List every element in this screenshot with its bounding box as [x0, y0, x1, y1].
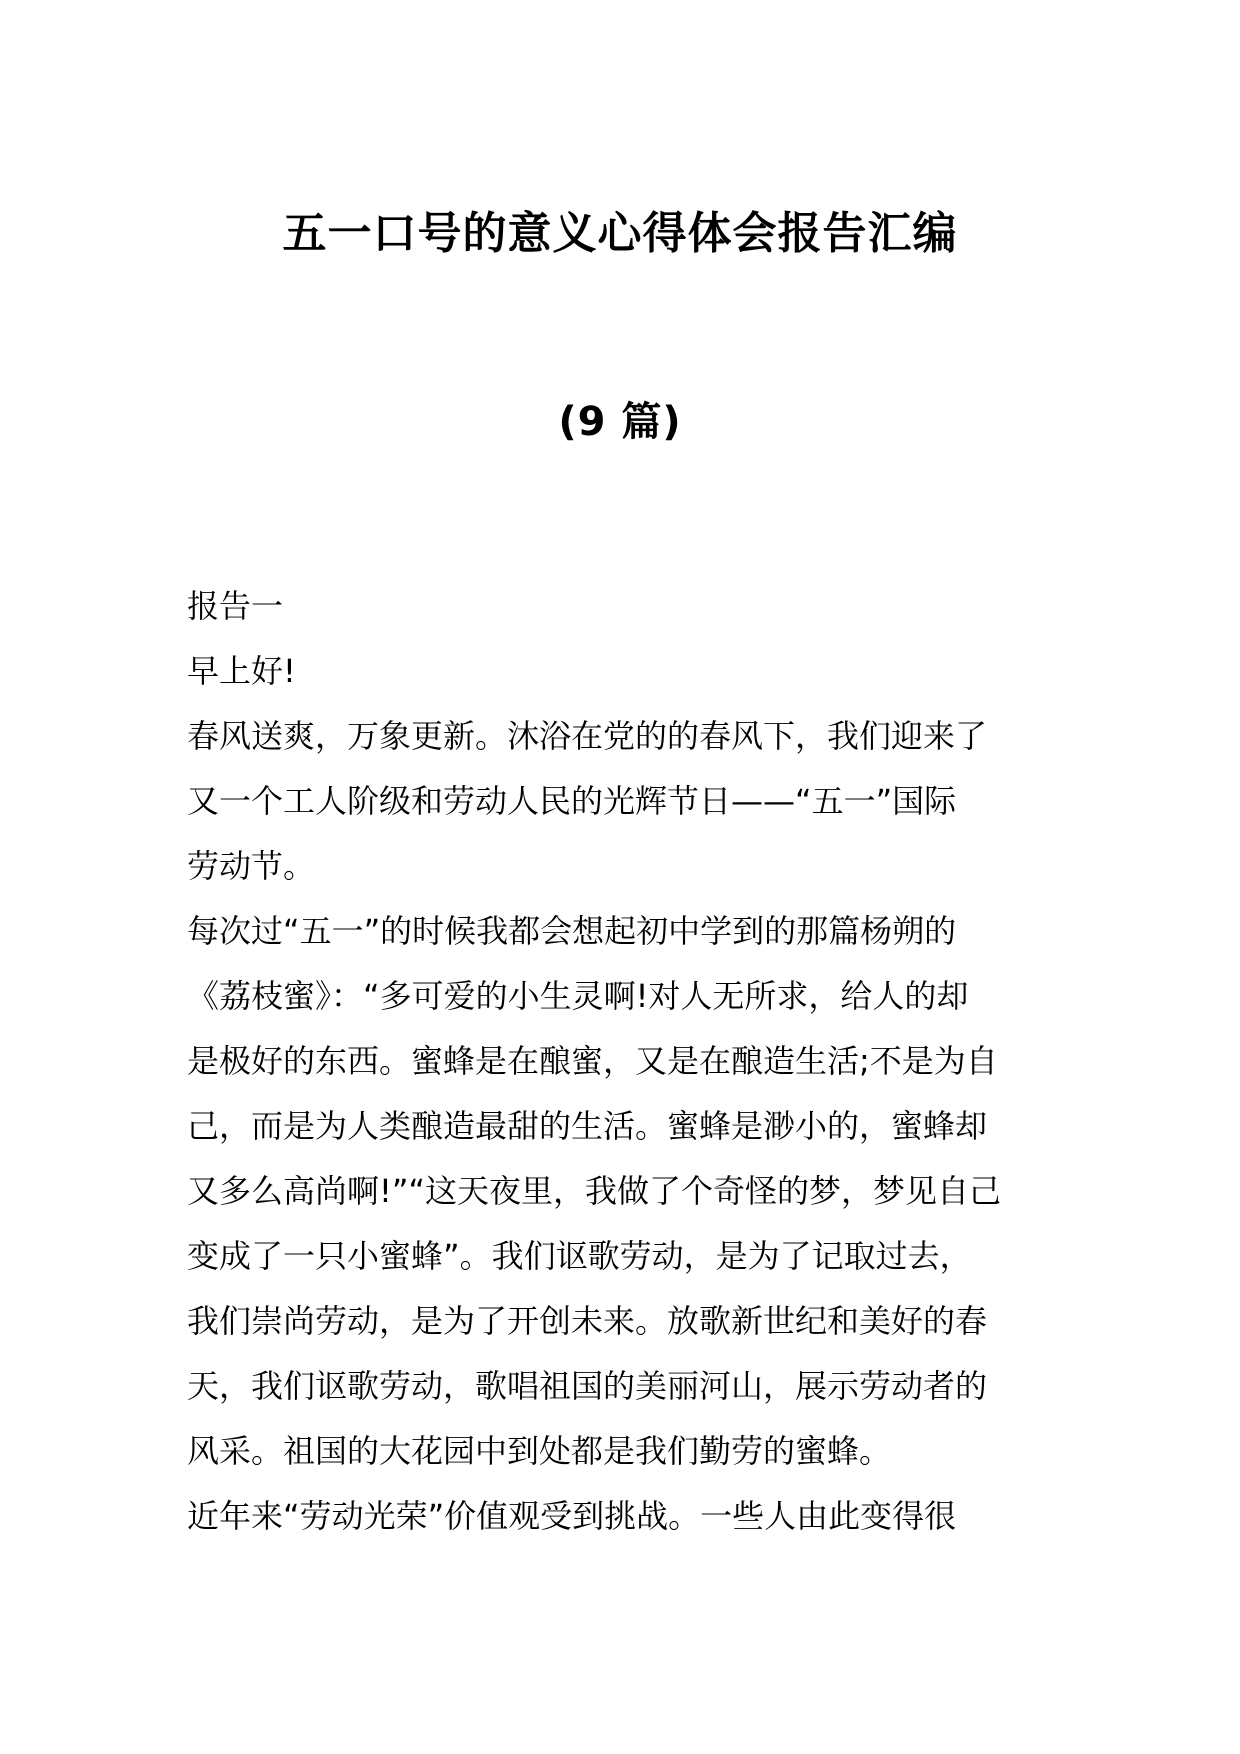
body-line: 变成了一只小蜜蜂”。我们讴歌劳动，是为了记取过去，	[187, 1237, 972, 1275]
body-line: 己，而是为人类酿造最甜的生活。蜜蜂是渺小的，蜜蜂却	[187, 1107, 988, 1145]
body-line: 是极好的东西。蜜蜂是在酿蜜，又是在酿造生活;不是为自	[187, 1042, 998, 1080]
greeting-line: 早上好!	[187, 652, 296, 690]
body-line: 我们崇尚劳动，是为了开创未来。放歌新世纪和美好的春	[187, 1302, 988, 1340]
body-line: 又一个工人阶级和劳动人民的光辉节日——“五一”国际	[187, 782, 957, 820]
document-body	[187, 574, 1057, 1549]
body-line: 劳动节。	[187, 847, 316, 885]
body-line: 又多么高尚啊!”“这天夜里，我做了个奇怪的梦，梦见自己	[187, 1172, 1001, 1210]
body-line: 《荔枝蜜》：“多可爱的小生灵啊!对人无所求，给人的却	[187, 977, 969, 1015]
document-title: 五一口号的意义心得体会报告汇编	[282, 208, 958, 259]
section-heading: 报告一	[187, 587, 284, 625]
body-line: 春风送爽，万象更新。沐浴在党的的春风下，我们迎来了	[187, 717, 988, 755]
body-line: 天，我们讴歌劳动，歌唱祖国的美丽河山，展示劳动者的	[187, 1367, 988, 1405]
body-line: 风采。祖国的大花园中到处都是我们勤劳的蜜蜂。	[187, 1432, 892, 1470]
body-line: 每次过“五一”的时候我都会想起初中学到的那篇杨朔的	[187, 912, 957, 950]
document-subtitle: (9 篇)	[558, 399, 682, 445]
body-line: 近年来“劳动光荣”价值观受到挑战。一些人由此变得很	[187, 1497, 957, 1535]
